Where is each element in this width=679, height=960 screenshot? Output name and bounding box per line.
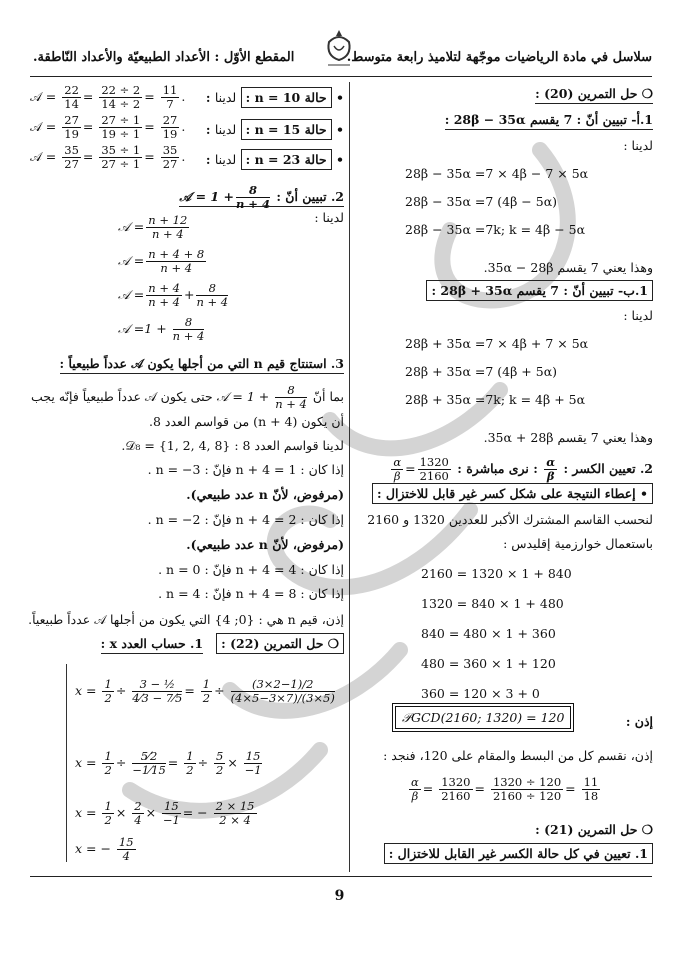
eq1-line1: 28β − 35α =7 × 4β − 7 × 5α	[405, 166, 589, 181]
q3-heading: 3. استنتاج قيم n التي من أجلها يكون 𝒜 عدداً طبيعياً :	[60, 358, 344, 371]
step-4: 𝒜 =1 + $\frac{8}{n + 4}$	[118, 315, 205, 343]
x-line-1: x = $\frac{1}{2}$ ÷ $\frac{\text{3 − ½}}{4⁄3 - 7⁄5}$ = $\frac{1}{2}$ ÷ $\frac{(3\times 2-1)/2}{(4\times 5-3\times 7)/(3\times 5)}$	[75, 677, 335, 705]
q3-line2: أن يكون (n + 4) من قواسم العدد 8.	[149, 414, 344, 429]
euclid-step-2: 1320 = 840 × 1 + 480	[421, 596, 564, 611]
case2-4: إذا كان : n + 4 = 8 فإنّ : n = 4 .	[158, 586, 344, 601]
header-chapter-title: المقطع الأوّل : الأعداد الطبيعيّة والأعداد النّاطقة.	[33, 50, 295, 65]
euclid-step-5: 360 = 120 × 3 + 0	[421, 686, 540, 701]
column-divider	[349, 82, 350, 872]
right-column	[355, 82, 653, 872]
case-n15: • حالة n = 15 : لدينا :	[206, 124, 344, 137]
q3-line1: بما أنّ 𝒜 = 1 + $\frac{8}{n + 4}$ حتى يكون 𝒜 عدداً طبيعياً فإنّه يجب	[31, 383, 344, 411]
frac-alpha-beta: $\frac{\alpha}{\beta}$	[546, 455, 556, 483]
irreducible-heading: • إعطاء النتيجة على شكل كسر غير قابل للاختزال :	[372, 488, 653, 501]
divide-text: إذن، نقسم كل من البسط والمقام على 120، فنجد :	[383, 748, 653, 763]
idhan-label: إذن :	[625, 714, 653, 729]
ladayna-left: لدينا :	[314, 210, 344, 225]
pgcd-result: 𝒫GCD(2160; 1320) = 120	[395, 712, 571, 725]
ex22-heading: ❍ حل التمرين (22) : 1. حساب العدد x :	[101, 638, 344, 651]
final-fraction: $\frac{\alpha}{\beta}$ = $\frac{1320}{2160}$ = $\frac{1320 \div 120}{2160 \div 120}$ = $\frac{11}{18}$	[411, 775, 599, 803]
case2-2-reject: (مرفوض، لأنّ n عدد طبيعي).	[186, 537, 344, 552]
q3-conclusion: إذن، قيم n هي : {0; 4} التي يكون من أجلها 𝒜 عدداً طبيعياً.	[28, 612, 344, 627]
eq1-line2: 28β − 35α =7 (4β − 5α)	[405, 194, 558, 209]
x-line-3: x = $\frac{1}{2}$ × $\frac{2}{4}$ × $\frac{15}{-1}$ = − $\frac{2 \times 15}{2 \times 4}$	[75, 799, 255, 827]
x-line-2: x = $\frac{1}{2}$ ÷ $\frac{5⁄2}{-1⁄15}$ = $\frac{1}{2}$ ÷ $\frac{5}{2}$ × $\frac{15}{-1}$	[75, 749, 262, 777]
step-2: 𝒜 = $\frac{n + 4 + 8}{n + 4}$	[118, 247, 205, 275]
header-rule	[30, 76, 652, 77]
case-n15-calc: 𝒜 = $\frac{27}{19}$ = $\frac{27 \div 1}{19 \div 1}$ = $\frac{27}{19}$ .	[30, 113, 186, 141]
q2-heading-left: 2. تبيين أنّ : 𝒜 = 1 + $\frac{8}{n + 4}$	[179, 183, 344, 211]
footer-rule	[30, 876, 652, 877]
ex21-heading: ❍ حل التمرين (21) :	[535, 822, 653, 837]
conclusion-2: وهذا يعني 7 يقسم 35α + 28β.	[483, 430, 653, 445]
ex20-title: حل التمرين (20) :	[535, 86, 638, 101]
case2-3: إذا كان : n + 4 = 4 فإنّ : n = 0 .	[158, 562, 344, 577]
eq1-line3: 28β − 35α =7k; k = 4β − 5α	[405, 222, 586, 237]
frac-eq: $\frac{\alpha}{\beta}$ = $\frac{1320}{2160}$	[393, 455, 449, 483]
step-3: 𝒜 = $\frac{n + 4}{n + 4}$ + $\frac{8}{n + 4}$	[118, 281, 229, 309]
pgcd-text-2: باستعمال خوارزمية إقليدس :	[503, 536, 653, 551]
case2-1: إذا كان : n + 4 = 1 فإنّ : n = −3 .	[147, 462, 344, 477]
euclid-step-3: 840 = 480 × 1 + 360	[421, 626, 556, 641]
case2-2: إذا كان : n + 4 = 2 فإنّ : n = −2 .	[147, 512, 344, 527]
step-1: 𝒜 = $\frac{n + 12}{n + 4}$	[118, 213, 188, 241]
page-number: 9	[334, 888, 345, 904]
ladayna-1: لدينا :	[623, 138, 653, 153]
ex21-q1: 1. تعيين في كل حالة الكسر غير القابل للاختزال :	[384, 848, 653, 861]
ladayna-2: لدينا :	[623, 308, 653, 323]
euclid-step-4: 480 = 360 × 1 + 120	[421, 656, 556, 671]
case-n23: • حالة n = 23 : لدينا :	[206, 154, 344, 167]
case2-1-reject: (مرفوض، لأنّ n عدد طبيعي).	[186, 487, 344, 502]
case-n10-calc: 𝒜 = $\frac{22}{14}$ = $\frac{22 \div 2}{14 \div 2}$ = $\frac{11}{7}$ .	[30, 83, 186, 111]
case-n23-calc: 𝒜 = $\frac{35}{27}$ = $\frac{35 \div 1}{27 \div 1}$ = $\frac{35}{27}$ .	[30, 143, 186, 171]
q3-line3: لدينا قواسم العدد 8 : 𝒟₈ = {1, 2, 4, 8}.	[121, 438, 344, 453]
eq2-line3: 28β + 35α =7k; k = 4β + 5α	[405, 392, 586, 407]
eq2-line2: 28β + 35α =7 (4β + 5α)	[405, 364, 558, 379]
ex20-heading: ❍ حل التمرين (20) :	[535, 88, 653, 101]
euclid-step-1: 2160 = 1320 × 1 + 840	[421, 566, 572, 581]
q1b: 1.ب- تبيين أنّ : 7 يقسم 28β + 35α :	[426, 285, 653, 298]
pgcd-text-1: لنحسب القاسم المشترك الأكبر للعددين 1320 و 2160	[367, 512, 653, 527]
case-n10: • حالة n = 10 : لدينا :	[206, 92, 344, 105]
x-line-4: x = − $\frac{15}{4}$	[75, 835, 134, 863]
conclusion-1: وهذا يعني 7 يقسم 35α − 28β.	[483, 260, 653, 275]
q2-heading: 2. تعيين الكسر : $\frac{\alpha}{\beta}$ : نرى مباشرة : $\frac{\alpha}{\beta}$ = $\frac{1320}{2160}$	[389, 456, 653, 483]
author-logo	[322, 28, 356, 68]
header-series-title: سلاسل في مادة الرياضيات موجّهة لتلاميذ رابعة متوسط.	[346, 50, 652, 65]
x-calculation	[66, 664, 347, 862]
q1a: 1.أ- تبيين أنّ : 7 يقسم 28β − 35α :	[445, 114, 653, 127]
eq2-line1: 28β + 35α =7 × 4β + 7 × 5α	[405, 336, 589, 351]
